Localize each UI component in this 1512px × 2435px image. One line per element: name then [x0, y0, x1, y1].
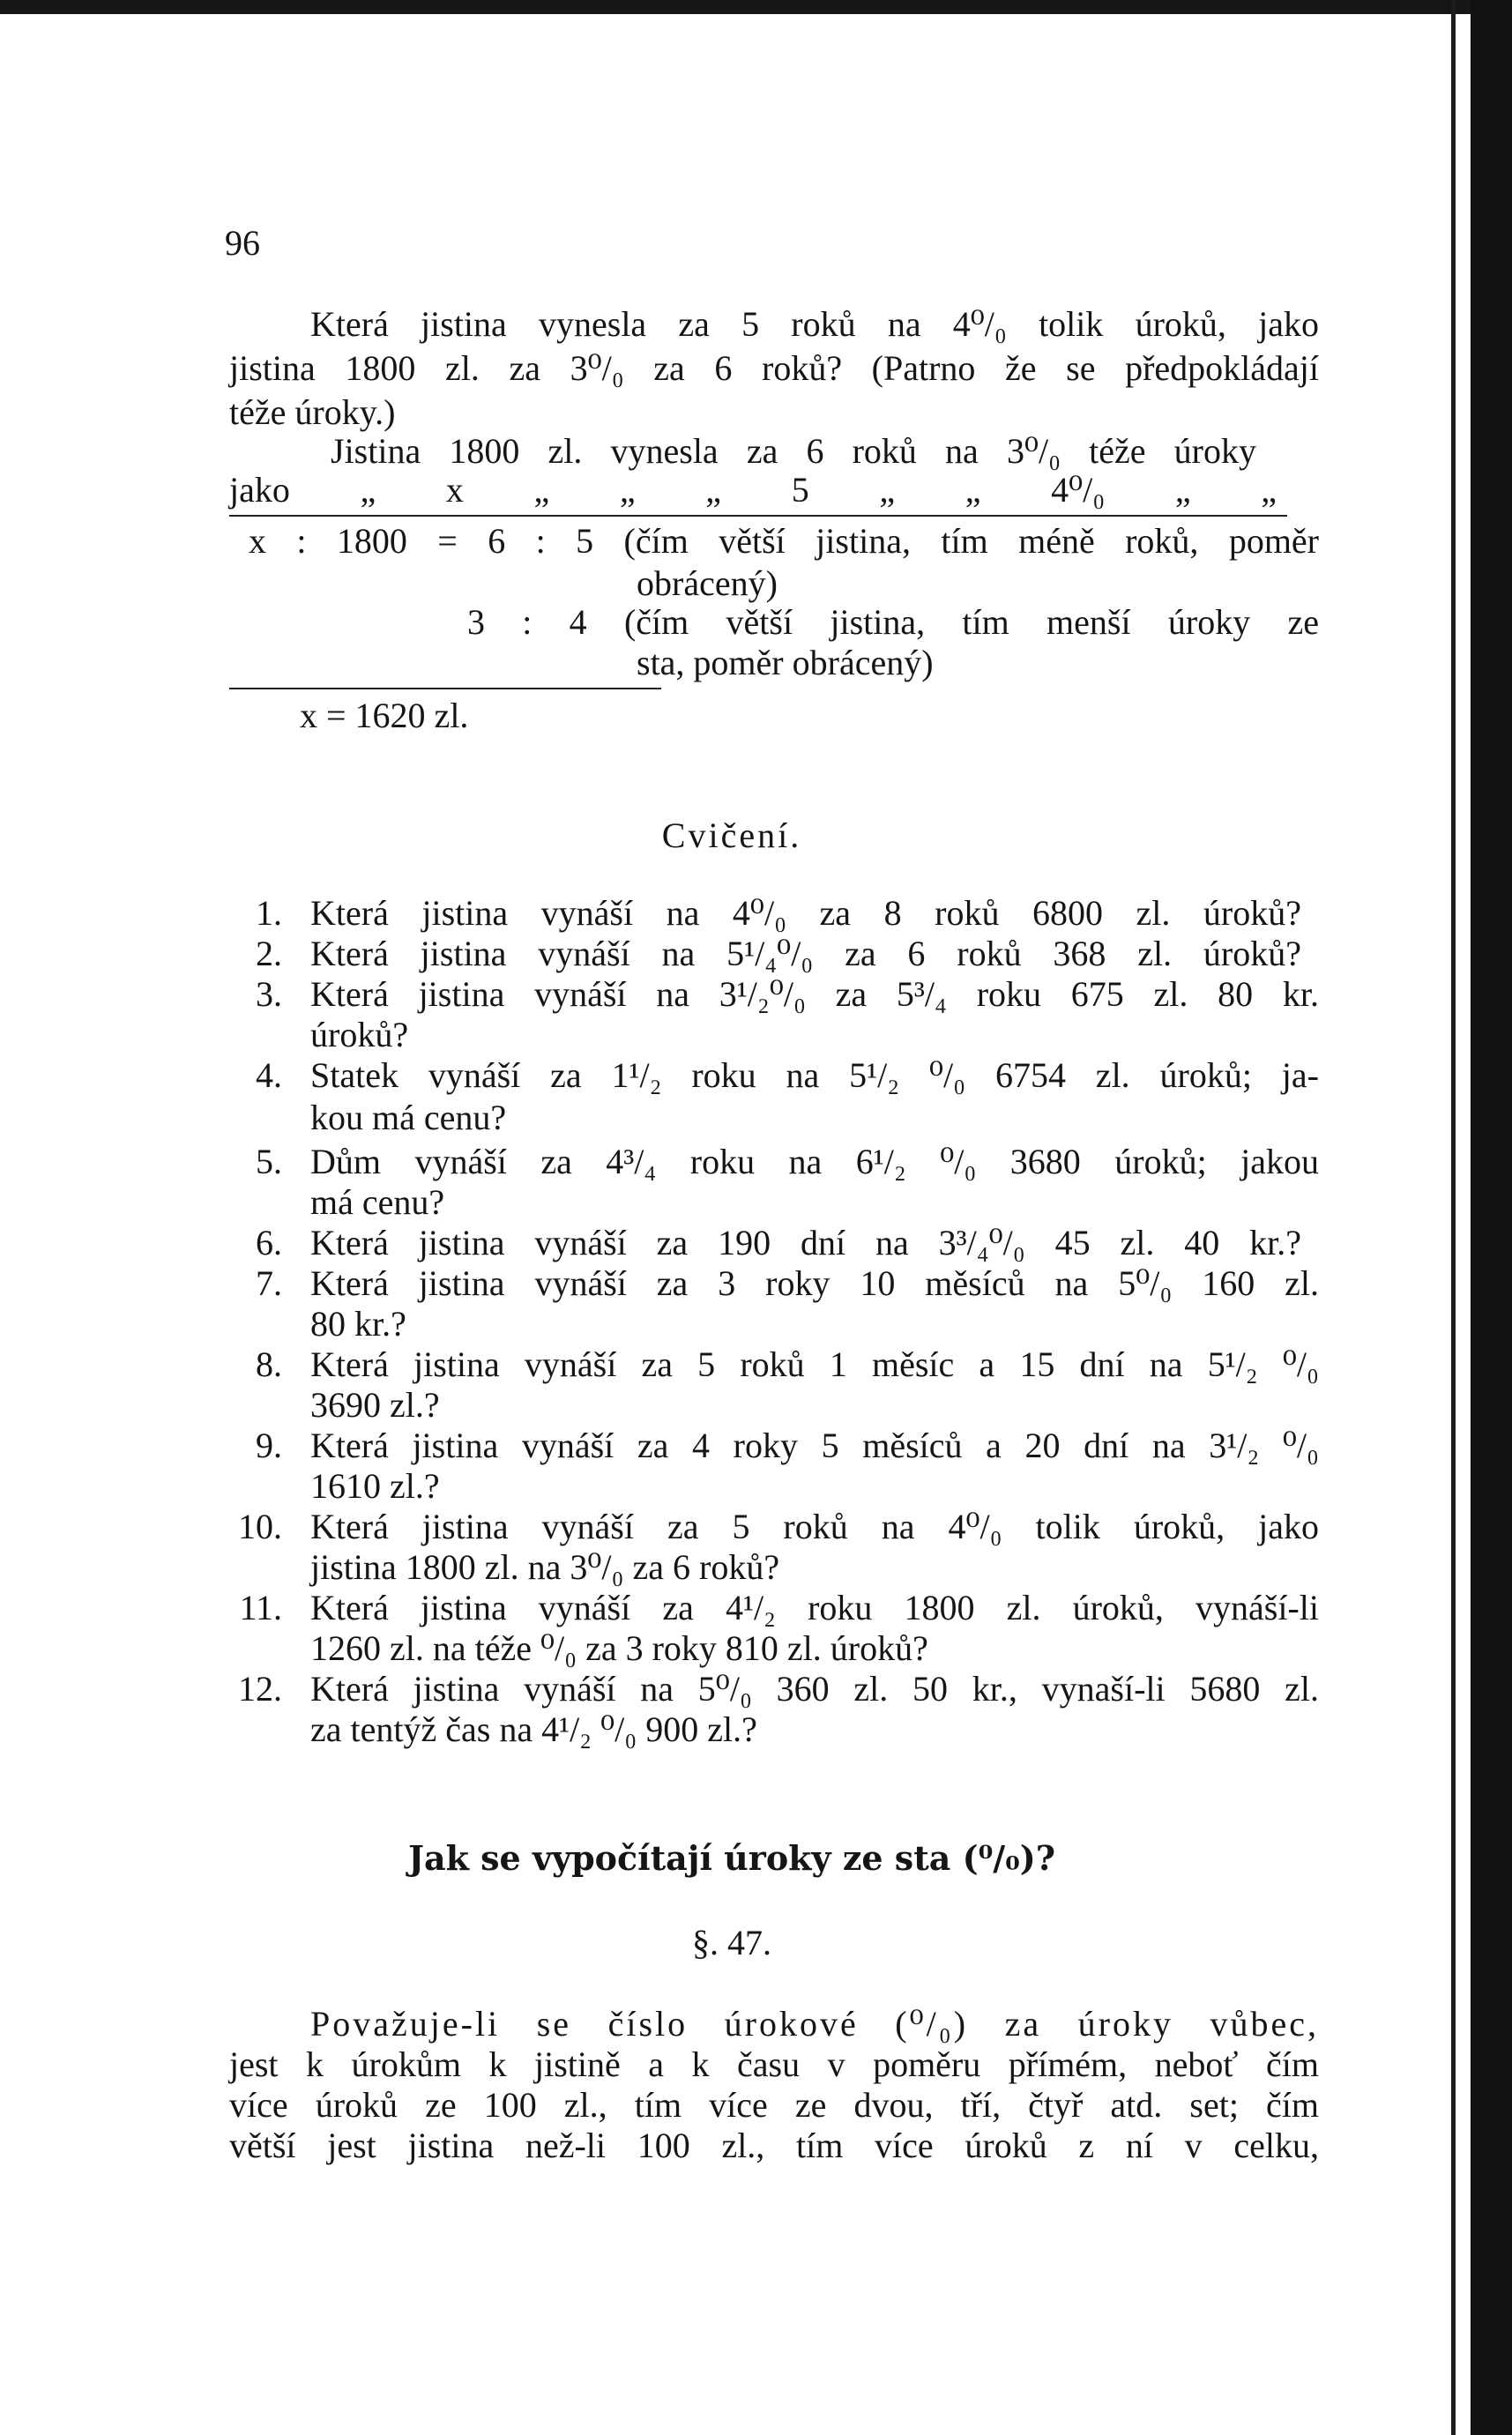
exercise-line: 1610 zl.?	[310, 1466, 440, 1506]
exercise-line: kou má cenu?	[310, 1098, 507, 1137]
intro-line-1: Která jistina vynesla za 5 roků na 4⁰/₀ tolik úroků, jako	[310, 304, 1319, 344]
exercise-line: jistina 1800 zl. na 3⁰/₀ za 6 roků?	[310, 1547, 780, 1587]
exercise-line: Která jistina vynáší za 3 roky 10 měsíců na 5⁰/₀ 160 zl.	[310, 1263, 1319, 1303]
exercise-line: za tentýž čas na 4¹/₂ ⁰/₀ 900 zl.?	[310, 1709, 757, 1749]
exercise-line: Která jistina vynáší na 5¹/₄⁰/₀ za 6 roků 368 zl. úroků?	[310, 934, 1301, 973]
exercise-number: 5.	[256, 1142, 282, 1181]
intro-line-2: jistina 1800 zl. za 3⁰/₀ za 6 roků? (Patrno že se předpokládají	[229, 348, 1319, 388]
divider-rule	[229, 515, 1287, 517]
result-rule	[229, 688, 661, 689]
body-line-3: více úroků ze 100 zl., tím více ze dvou, tří, čtyř atd. set; čím	[229, 2085, 1319, 2125]
page-border-top	[0, 0, 1512, 14]
result: x = 1620 zl.	[300, 696, 469, 735]
exercise-line: úroků?	[310, 1015, 409, 1054]
exercise-number: 9.	[256, 1426, 282, 1465]
exercise-line: Která jistina vynáší na 4⁰/₀ za 8 roků 6800 zl. úroků?	[310, 893, 1301, 933]
intro-line-3: téže úroky.)	[229, 392, 396, 432]
exercise-number: 11.	[239, 1588, 282, 1627]
exercise-number: 4.	[256, 1055, 282, 1095]
exercise-number: 10.	[238, 1507, 282, 1546]
exercise-line: Dům vynáší za 4³/₄ roku na 6¹/₂ ⁰/₀ 3680 úroků; jakou	[310, 1142, 1319, 1181]
page-number: 96	[225, 223, 260, 263]
exercise-number: 6.	[256, 1223, 282, 1262]
proportion-line-1: x : 1800 = 6 : 5 (čím větší jistina, tím méně roků, poměr	[249, 521, 1319, 561]
exercise-line: Která jistina vynáší za 4¹/₂ roku 1800 zl. úroků, vynáší-li	[310, 1588, 1319, 1627]
exercises-title: Cvičení.	[661, 815, 802, 855]
body-line-4: větší jest jistina než-li 100 zl., tím více úroků z ní v celku,	[229, 2126, 1319, 2165]
exercise-line: 80 kr.?	[310, 1304, 406, 1344]
exercise-line: má cenu?	[310, 1182, 445, 1222]
exercise-line: Která jistina vynáší na 3¹/₂⁰/₀ za 5³/₄ roku 675 zl. 80 kr.	[310, 974, 1319, 1014]
exercise-number: 1.	[256, 893, 282, 933]
exercise-number: 8.	[256, 1344, 282, 1384]
body-line-2: jest k úrokům k jistině a k času v poměru přímém, neboť čím	[229, 2044, 1319, 2084]
page-border-right	[1471, 0, 1512, 2435]
body-line-1: Považuje-li se číslo úrokové (⁰/₀) za úroky vůbec,	[310, 2004, 1319, 2044]
intro-line-5: jako „ x „ „ „ 5 „ „ 4⁰/₀ „ „	[229, 470, 1277, 510]
exercise-line: Statek vynáší za 1¹/₂ roku na 5¹/₂ ⁰/₀ 6754 zl. úroků; ja-	[310, 1055, 1319, 1095]
exercise-line: Která jistina vynáší za 5 roků 1 měsíc a 15 dní na 5¹/₂ ⁰/₀	[310, 1344, 1319, 1384]
proportion-line-3: 3 : 4 (čím větší jistina, tím menší úroky ze	[467, 602, 1319, 642]
exercise-line: Která jistina vynáší na 5⁰/₀ 360 zl. 50 kr., vynaší-li 5680 zl.	[310, 1669, 1319, 1709]
exercise-line: 3690 zl.?	[310, 1385, 440, 1425]
exercise-number: 3.	[256, 974, 282, 1014]
exercise-line: Která jistina vynáší za 5 roků na 4⁰/₀ tolik úroků, jako	[310, 1507, 1319, 1546]
section-heading: Jak se vypočítají úroky ze sta (⁰/₀)?	[407, 1838, 1055, 1878]
exercise-line: 1260 zl. na téže ⁰/₀ za 3 roky 810 zl. úroků?	[310, 1628, 928, 1668]
page-border-line	[1451, 0, 1456, 2435]
proportion-line-2: obrácený)	[637, 563, 778, 603]
proportion-line-4: sta, poměr obrácený)	[637, 643, 934, 682]
exercise-number: 2.	[256, 934, 282, 973]
intro-line-4: Jistina 1800 zl. vynesla za 6 roků na 3⁰/₀ téže úroky	[331, 431, 1256, 471]
exercise-line: Která jistina vynáší za 4 roky 5 měsíců a 20 dní na 3¹/₂ ⁰/₀	[310, 1426, 1319, 1465]
exercise-number: 7.	[256, 1263, 282, 1303]
section-number: §. 47.	[692, 1923, 771, 1962]
exercise-line: Která jistina vynáší za 190 dní na 3³/₄⁰/₀ 45 zl. 40 kr.?	[310, 1223, 1301, 1262]
exercise-number: 12.	[238, 1669, 282, 1709]
